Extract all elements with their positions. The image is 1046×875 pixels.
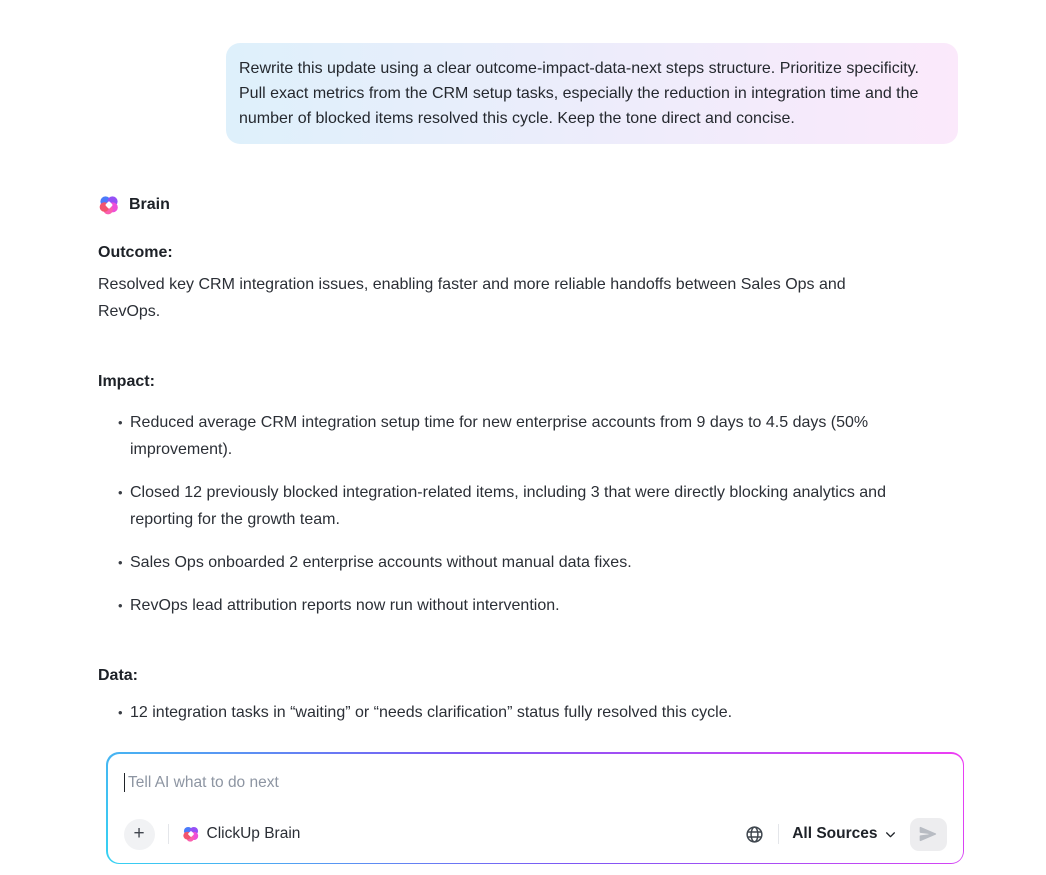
add-attachment-button[interactable]	[124, 819, 155, 850]
response-author: Brain	[129, 196, 170, 213]
bullet-text: 12 integration tasks in “waiting” or “needs clarification” status fully resolved this cycle.	[130, 704, 733, 721]
bullet-marker: •	[118, 485, 123, 500]
bullet-text: RevOps lead attribution reports now run without intervention.	[130, 597, 560, 614]
composer-input[interactable]	[124, 770, 947, 796]
data-bullet-list	[98, 699, 950, 726]
user-prompt-bubble	[226, 43, 958, 144]
chevron-down-icon	[884, 828, 897, 841]
list-item	[118, 699, 950, 726]
plus-icon: +	[133, 822, 145, 844]
list-item	[118, 479, 950, 533]
bullet-marker: •	[118, 598, 123, 613]
composer-placeholder: Tell AI what to do next	[128, 773, 279, 791]
model-label: ClickUp Brain	[206, 825, 301, 842]
composer	[106, 752, 964, 864]
outcome-heading: Outcome:	[98, 244, 173, 261]
text-caret	[124, 773, 126, 792]
data-heading: Data:	[98, 667, 139, 684]
bullet-text: Sales Ops onboarded 2 enterprise accounts without manual data fixes.	[130, 554, 632, 571]
brain-flower-icon	[98, 194, 120, 216]
bullet-text: Closed 12 previously blocked integration-related items, including 3 that were directly blocking analytics and reporting for the growth team.	[130, 484, 886, 528]
toolbar-divider	[168, 824, 169, 844]
impact-bullet-list	[98, 409, 950, 619]
bullet-marker: •	[118, 415, 123, 430]
list-item	[118, 592, 950, 619]
model-selector[interactable]	[182, 825, 301, 843]
response-author-row	[98, 192, 950, 218]
sources-label: All Sources	[792, 825, 878, 842]
bullet-marker: •	[118, 555, 123, 570]
ai-response	[98, 192, 950, 726]
list-item	[118, 409, 950, 463]
outcome-paragraph: Resolved key CRM integration issues, enabling faster and more reliable handoffs between Sales Ops and RevOps.	[98, 276, 846, 320]
composer-toolbar	[124, 818, 947, 851]
impact-heading: Impact:	[98, 373, 155, 390]
sources-dropdown[interactable]	[792, 825, 896, 843]
user-prompt-text: Rewrite this update using a clear outcome-impact-data-next steps structure. Prioritize specificity. Pull exact metrics from the CRM setup tasks, especially the reduction in integration time and the number of blocked items resolved this cycle. Keep the tone direct and concise.	[239, 60, 919, 127]
clickup-brain-icon	[182, 825, 200, 843]
send-icon	[918, 824, 938, 844]
list-item	[118, 549, 950, 576]
bullet-marker: •	[118, 705, 123, 720]
globe-icon	[744, 824, 765, 845]
toolbar-divider	[778, 824, 779, 844]
send-button[interactable]	[910, 818, 947, 851]
bullet-text: Reduced average CRM integration setup time for new enterprise accounts from 9 days to 4.5 days (50% improvement).	[130, 414, 869, 458]
web-search-button[interactable]	[744, 824, 765, 845]
